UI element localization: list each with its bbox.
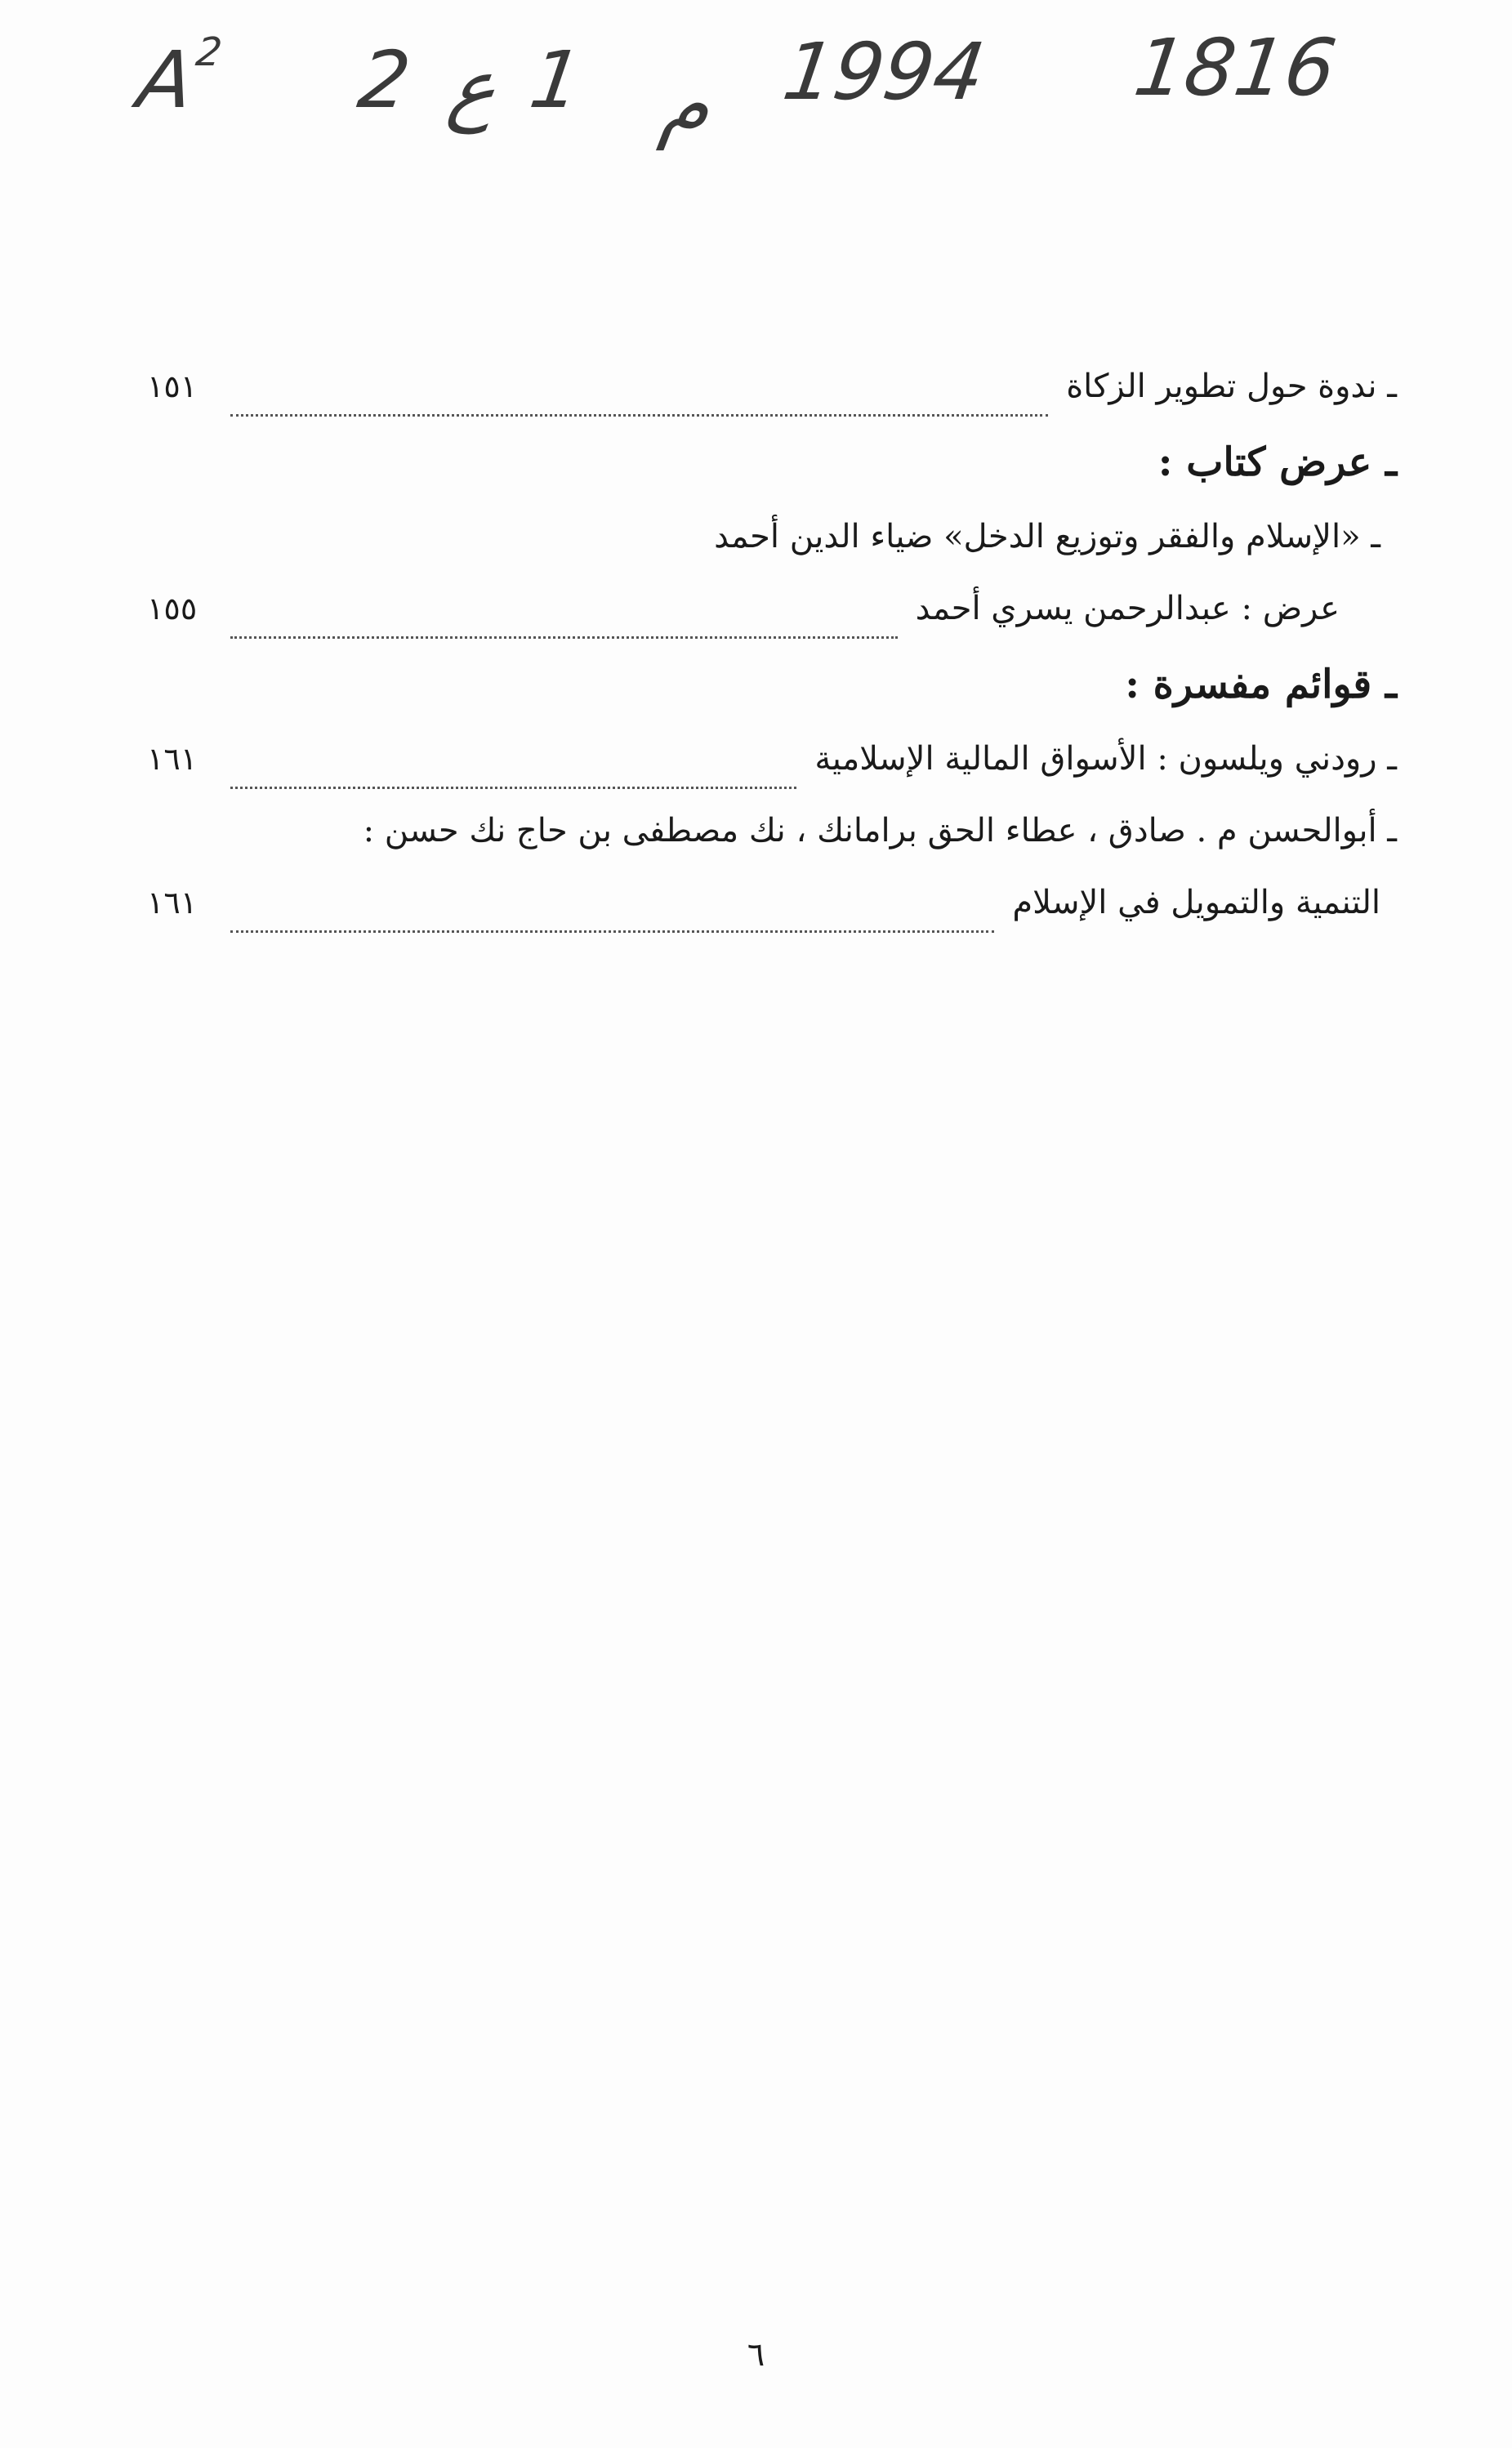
toc-section-heading (147, 439, 1397, 518)
toc-entry-page: ١٦١ (147, 885, 198, 921)
toc-entry-page: ١٥٥ (147, 591, 198, 626)
handwritten-note-6: 1994 (778, 26, 991, 118)
dot-leader (230, 630, 898, 639)
toc-entry-title: التنمية والتمويل في الإسلام (1012, 884, 1380, 921)
handwritten-note-3: ع (443, 42, 503, 134)
handwritten-note-7: 1816 (1129, 22, 1342, 114)
toc-entry (147, 590, 1397, 662)
handwritten-note-2: 2 (353, 34, 416, 126)
toc-entry-title: ـ عرض كتاب : (1157, 439, 1397, 485)
handwritten-note-1: $A^2$ (132, 29, 225, 126)
toc-entry-page: ١٥١ (147, 368, 198, 404)
toc-entry-title: ـ رودني ويلسون : الأسواق المالية الإسلامية (814, 740, 1397, 778)
handwritten-note-5: م (655, 59, 717, 150)
handwritten-catalog-notes (132, 16, 1446, 150)
toc-entry-title: ـ «الإسلام والفقر وتوزيع الدخل» ضياء الدين أحمد (714, 518, 1380, 555)
dot-leader (230, 408, 1048, 417)
toc-entry-title: ـ أبوالحسن م . صادق ، عطاء الحق برامانك ، نك مصطفى بن حاج نك حسن : (363, 812, 1397, 849)
toc-entry-title: ـ ندوة حول تطوير الزكاة (1066, 368, 1397, 405)
dot-leader (230, 780, 796, 789)
toc-entry (147, 884, 1397, 956)
toc-entry-page: ١٦١ (147, 741, 198, 777)
toc-entry-title: عرض : عبدالرحمن يسري أحمد (915, 590, 1340, 627)
toc-entry (147, 368, 1397, 439)
toc-entry (147, 518, 1397, 590)
handwritten-note-4: 1 (524, 34, 587, 126)
toc-entry (147, 740, 1397, 812)
page-number: ٦ (747, 2336, 765, 2374)
toc-section-heading (147, 662, 1397, 740)
dot-leader (230, 924, 994, 933)
toc-entry (147, 812, 1397, 884)
table-of-contents (147, 368, 1397, 956)
toc-entry-title: ـ قوائم مفسرة : (1125, 662, 1397, 707)
